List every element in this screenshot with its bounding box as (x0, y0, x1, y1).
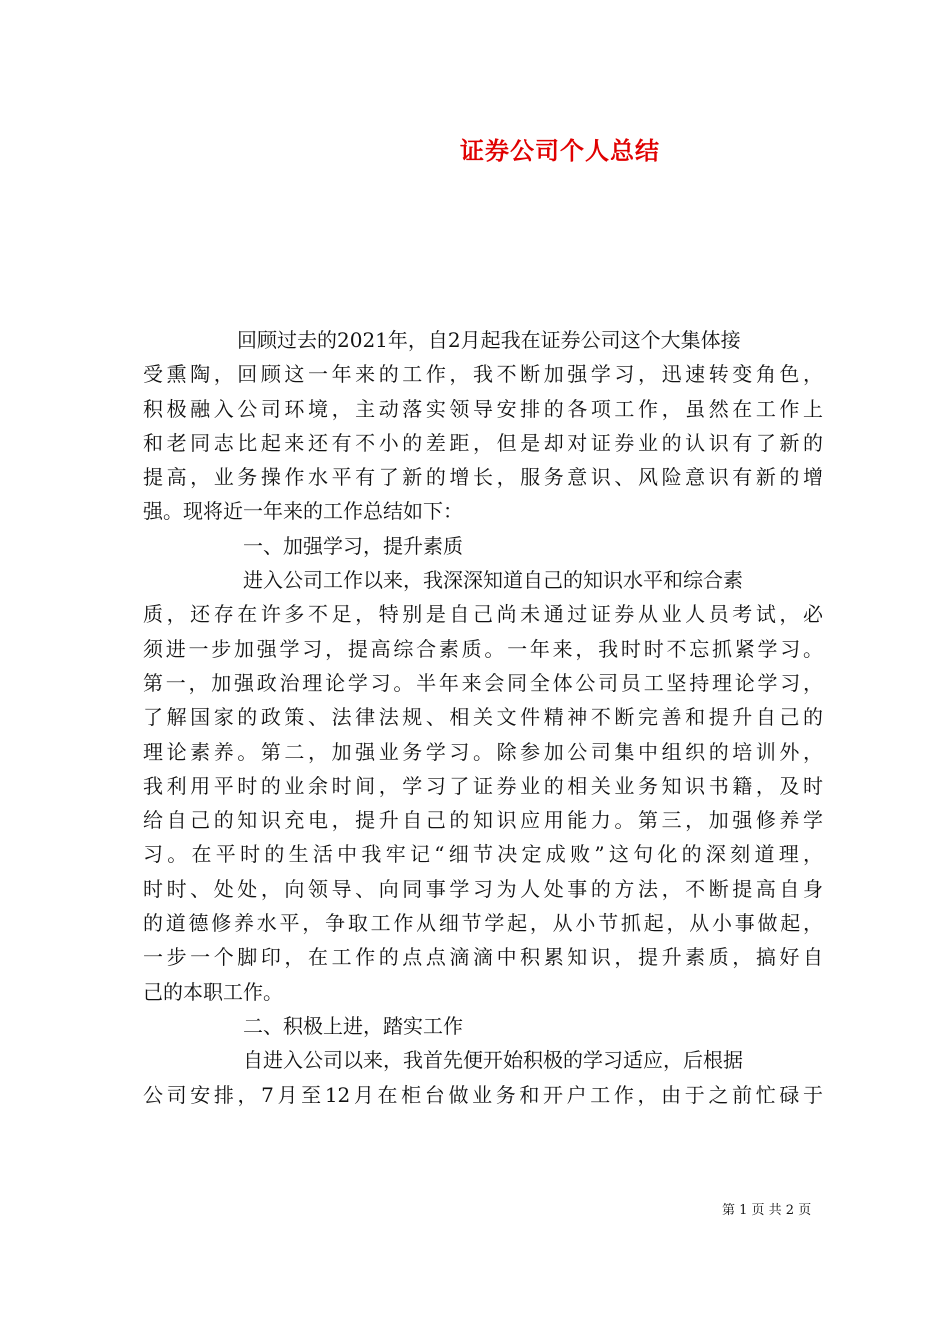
body-line: 回顾过去的2021年，自2月起我在证券公司这个大集体接 (237, 328, 741, 352)
body-line: 受熏陶，回顾这一年来的工作，我不断加强学习，迅速转变角色， (143, 362, 823, 387)
body-line: 和老同志比起来还有不小的差距，但是却对证券业的认识有了新的 (143, 430, 823, 455)
body-line: 的道德修养水平，争取工作从细节学起，从小节抓起，从小事做起， (143, 911, 823, 936)
document-title-text: 证券公司个人总结 (460, 136, 660, 165)
document-body (143, 323, 823, 1112)
body-line: 习。在平时的生活中我牢记“细节决定成败”这句化的深刻道理， (143, 842, 823, 867)
body-line: 己的本职工作。 (143, 979, 283, 1004)
body-line: 了解国家的政策、法律法规、相关文件精神不断完善和提升自己的 (143, 705, 823, 730)
body-line: 进入公司工作以来，我深深知道自己的知识水平和综合素 (243, 568, 743, 593)
body-line: 一步一个脚印，在工作的点点滴滴中积累知识，提升素质，搞好自 (143, 945, 823, 970)
body-line: 我利用平时的业余时间，学习了证券业的相关业务知识书籍，及时 (143, 773, 823, 798)
body-line: 强。现将近一年来的工作总结如下： (143, 499, 463, 524)
body-line: 理论素养。第二，加强业务学习。除参加公司集中组织的培训外， (143, 739, 823, 764)
page-footer (722, 1201, 811, 1221)
document-title (0, 133, 950, 169)
body-line: 积极融入公司环境，主动落实领导安排的各项工作，虽然在工作上 (143, 396, 823, 421)
page-number-label: 第 1 页 共 2 页 (722, 1203, 812, 1218)
body-line: 质，还存在许多不足，特别是自己尚未通过证券从业人员考试，必 (143, 602, 823, 627)
body-line: 给自己的知识充电，提升自己的知识应用能力。第三，加强修养学 (143, 808, 823, 833)
body-line: 时时、处处，向领导、向同事学习为人处事的方法，不断提高自身 (143, 876, 823, 901)
section-heading: 二、积极上进，踏实工作 (243, 1013, 463, 1038)
body-line: 第一，加强政治理论学习。半年来会同全体公司员工坚持理论学习， (143, 670, 823, 695)
body-line: 公司安排，7月至12月在柜台做业务和开户工作，由于之前忙碌于 (143, 1082, 823, 1107)
section-heading: 一、加强学习，提升素质 (243, 533, 463, 558)
body-line: 提高，业务操作水平有了新的增长，服务意识、风险意识有新的增 (143, 465, 823, 490)
body-line: 自进入公司以来，我首先便开始积极的学习适应，后根据 (243, 1048, 743, 1073)
body-line: 须进一步加强学习，提高综合素质。一年来，我时时不忘抓紧学习。 (143, 636, 823, 661)
